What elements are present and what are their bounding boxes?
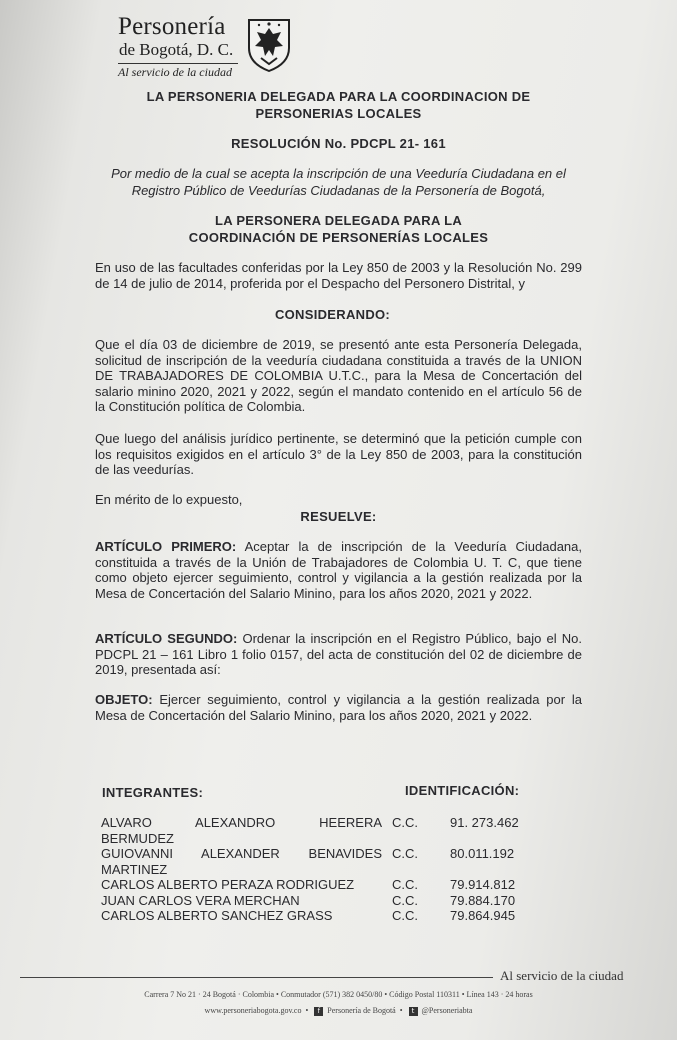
logo-subtitle: de Bogotá, D. C. (119, 40, 234, 59)
facebook-icon: f (314, 1007, 323, 1016)
purpose-line: Registro Público de Veedurías Ciudadanas de la Personería de Bogotá, (131, 183, 546, 198)
article-text: Aceptar la de inscripción de la Veeduría Ciudadana, constituida a través de la Unión de Trabajadores de Colombia U. T. C, que tiene como objeto ejercer seguimiento, control y vigilancia a la gestión realizada por la Mesa de Concertación del Salario Minino, para los años 2020, 2021 y 2022. (95, 539, 582, 601)
twitter-link[interactable]: @Personeriabta (421, 1006, 473, 1015)
heading-personera (0, 212, 677, 246)
resolution-purpose (0, 165, 677, 199)
resolution-number: RESOLUCIÓN No. PDCPL 21- 161 (231, 136, 446, 151)
purpose-line: Por medio de la cual se acepta la inscripción de una Veeduría Ciudadana en el (111, 166, 566, 181)
member-id: 79.864.945 (450, 908, 516, 923)
considerando-paragraph-1: Que el día 03 de diciembre de 2019, se presentó ante esta Personería Delegada, solicitud de inscripción de la veeduría ciudadana constituida a través de la UNION DE TRABAJADORES DE COLOMBIA U.T.C., para la Mesa de Concertación del salario minino 2020, 2021 y 2022, según el mandato contenido en el artículo 56 de la Constitución política de Colombia. (95, 337, 582, 414)
heading-line: LA PERSONERIA DELEGADA PARA LA COORDINACION DE (146, 89, 531, 104)
considerando-title: CONSIDERANDO: (274, 307, 391, 322)
twitter-icon: t (409, 1007, 418, 1016)
logo-title: Personería (118, 13, 226, 40)
member-name: CARLOS ALBERTO SANCHEZ GRASS (101, 908, 333, 923)
footer-contacts: www.personeriabogota.gov.co • f Personería de Bogotá • t @Personeriabta (204, 1006, 473, 1015)
member-name: GUIOVANNI ALEXANDER BENAVIDES MARTINEZ (101, 846, 382, 877)
member-doc-type: C.C. (392, 908, 418, 923)
article-label: ARTÍCULO PRIMERO: (95, 539, 237, 554)
article-primero (95, 539, 582, 601)
footer-address: Carrera 7 No 21 · 24 Bogotá · Colombia • Conmutador (571) 382 0450/80 • Código Postal 110311 • Línea 143 · 24 horas (144, 990, 533, 999)
member-doc-type: C.C. (392, 846, 418, 861)
merito-line: En mérito de lo expuesto, (95, 492, 243, 507)
member-id: 91. 273.462 (450, 815, 519, 830)
members-table (101, 815, 519, 924)
table-row (101, 893, 519, 909)
integrantes-title: INTEGRANTES: (102, 785, 204, 800)
heading-line: PERSONERIAS LOCALES (255, 106, 422, 121)
article-label: ARTÍCULO SEGUNDO: (95, 631, 238, 646)
objeto-text: Ejercer seguimiento, control y vigilancia a la gestión realizada por la Mesa de Concertación del Salario Minino, para los años 2020, 2021 y 2022. (95, 692, 582, 723)
logo-rule (118, 63, 238, 64)
member-doc-type: C.C. (392, 815, 418, 830)
table-row (101, 877, 519, 893)
facebook-link[interactable]: Personería de Bogotá (327, 1006, 396, 1015)
website-link[interactable]: www.personeriabogota.gov.co (204, 1006, 302, 1015)
resuelve-title: RESUELVE: (300, 509, 377, 524)
article-segundo (95, 631, 582, 678)
member-id: 80.011.192 (450, 846, 515, 861)
considerando-paragraph-2: Que luego del análisis jurídico pertinente, se determinó que la petición cumple con los requisitos exigidos en el artículo 3° de la Ley 850 de 2003, para la constitución de las veedurías. (95, 431, 582, 477)
table-row (101, 908, 519, 924)
coat-of-arms-icon (247, 18, 291, 72)
member-name: CARLOS ALBERTO PERAZA RODRIGUEZ (101, 877, 355, 892)
objeto-label: OBJETO: (95, 692, 153, 707)
member-id: 79.914.812 (450, 877, 516, 892)
member-name: ALVARO ALEXANDRO HEERERA BERMUDEZ (101, 815, 382, 846)
table-row (101, 846, 519, 877)
powers-paragraph: En uso de las facultades conferidas por la Ley 850 de 2003 y la Resolución No. 299 de 14 de julio de 2014, proferida por el Despacho del Personero Distrital, y (95, 260, 582, 291)
footer-motto: Al servicio de la ciudad (500, 968, 624, 983)
logo-block (118, 14, 238, 79)
logo-motto: Al servicio de la ciudad (118, 65, 232, 79)
objeto-paragraph (95, 692, 582, 723)
identificacion-title: IDENTIFICACIÓN: (405, 783, 520, 798)
member-doc-type: C.C. (392, 892, 418, 908)
heading-delegada (0, 88, 677, 122)
member-id: 79.884.170 (450, 892, 516, 908)
table-row (101, 815, 519, 846)
heading-line: LA PERSONERA DELEGADA PARA LA (214, 213, 463, 228)
member-name: JUAN CARLOS VERA MERCHAN (101, 892, 300, 908)
member-doc-type: C.C. (392, 877, 418, 892)
footer-rule (20, 977, 493, 978)
article-text: Ordenar la inscripción en el Registro Público, bajo el No. PDCPL 21 – 161 Libro 1 folio 0157, del acta de constitución del 02 de diciembre de 2019, presentada así: (95, 631, 582, 677)
heading-line: COORDINACIÓN DE PERSONERÍAS LOCALES (188, 230, 489, 245)
